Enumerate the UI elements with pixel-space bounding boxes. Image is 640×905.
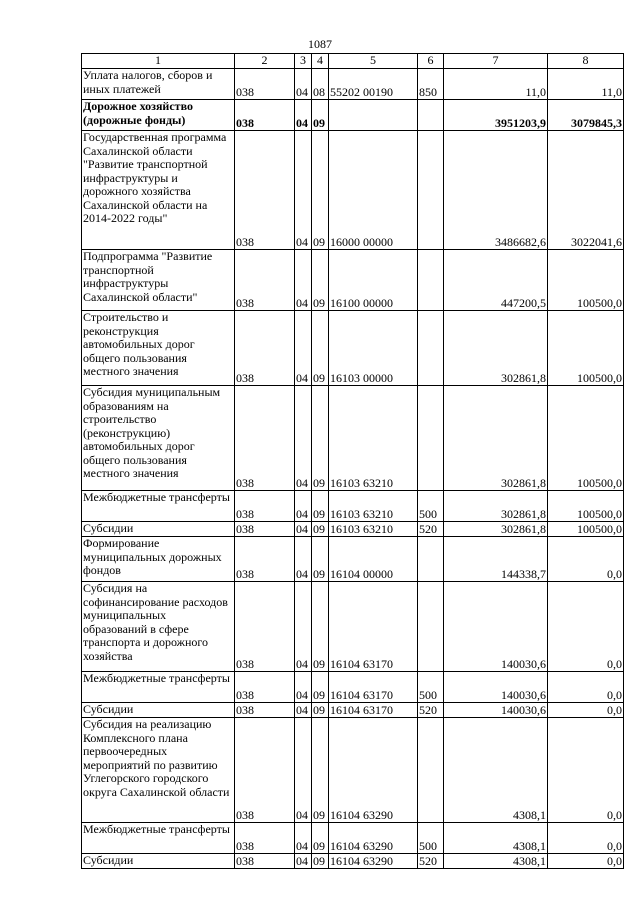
target-article-cell: 16104 63290 [329,823,418,854]
expense-type-cell: 520 [418,854,444,869]
amount-8-cell: 3022041,6 [548,131,624,250]
amount-7-cell: 302861,8 [444,491,548,522]
expense-type-cell: 500 [418,672,444,703]
row-name-cell: Межбюджетные трансферты [82,672,235,703]
expense-type-cell [418,386,444,491]
admin-code-cell: 038 [235,100,295,131]
amount-7-cell: 140030,6 [444,703,548,718]
target-article-cell: 16103 63210 [329,386,418,491]
table-row [82,522,624,537]
section-cell: 04 [295,100,312,131]
amount-7-cell: 4308,1 [444,718,548,823]
amount-8-cell: 0,0 [548,718,624,823]
amount-8-cell: 3079845,3 [548,100,624,131]
header-cell: 8 [548,54,624,69]
target-article-cell: 16104 63290 [329,854,418,869]
target-article-cell [329,100,418,131]
amount-8-cell: 11,0 [548,69,624,100]
row-name-cell: Подпрограмма "Развитие транспортной инфраструктуры Сахалинской области" [82,250,235,311]
target-article-cell: 16000 00000 [329,131,418,250]
amount-8-cell: 0,0 [548,582,624,672]
section-cell: 04 [295,703,312,718]
amount-8-cell: 0,0 [548,703,624,718]
expense-type-cell [418,131,444,250]
subsection-cell: 09 [312,823,329,854]
expense-type-cell [418,718,444,823]
row-name-cell: Государственная программа Сахалинской области "Развитие транспортной инфраструктуры и дорожного хозяйства Сахалинской области на 2014-2022 годы" [82,131,235,250]
subsection-cell: 09 [312,491,329,522]
amount-7-cell: 11,0 [444,69,548,100]
amount-7-cell: 302861,8 [444,386,548,491]
section-cell: 04 [295,131,312,250]
section-cell: 04 [295,582,312,672]
section-cell: 04 [295,250,312,311]
amount-7-cell: 3951203,9 [444,100,548,131]
amount-7-cell: 447200,5 [444,250,548,311]
table-row [82,250,624,311]
amount-8-cell: 100500,0 [548,491,624,522]
amount-8-cell: 0,0 [548,823,624,854]
table-row [82,311,624,386]
admin-code-cell: 038 [235,672,295,703]
amount-7-cell: 302861,8 [444,311,548,386]
table-row [82,69,624,100]
target-article-cell: 16104 63170 [329,703,418,718]
target-article-cell: 16100 00000 [329,250,418,311]
expense-type-cell: 500 [418,823,444,854]
section-cell: 04 [295,386,312,491]
header-row [82,54,624,69]
row-name-cell: Формирование муниципальных дорожных фондов [82,537,235,582]
table-row [82,491,624,522]
table-row [82,672,624,703]
row-name-cell: Субсидия на реализацию Комплексного плана первоочередных мероприятий по развитию Углегорского городского округа Сахалинской области [82,718,235,823]
target-article-cell: 16104 63170 [329,582,418,672]
target-article-cell: 16103 00000 [329,311,418,386]
section-cell: 04 [295,718,312,823]
expense-type-cell [418,582,444,672]
section-cell: 04 [295,854,312,869]
target-article-cell: 16103 63210 [329,491,418,522]
subsection-cell: 09 [312,131,329,250]
table-row [82,100,624,131]
row-name-cell: Межбюджетные трансферты [82,823,235,854]
row-name-cell: Субсидии [82,522,235,537]
admin-code-cell: 038 [235,386,295,491]
section-cell: 04 [295,491,312,522]
amount-8-cell: 0,0 [548,672,624,703]
expense-type-cell [418,311,444,386]
expense-type-cell [418,250,444,311]
amount-8-cell: 100500,0 [548,250,624,311]
expense-type-cell: 500 [418,491,444,522]
amount-7-cell: 140030,6 [444,582,548,672]
table-row [82,537,624,582]
admin-code-cell: 038 [235,250,295,311]
amount-7-cell: 4308,1 [444,854,548,869]
header-cell: 3 [295,54,312,69]
admin-code-cell: 038 [235,854,295,869]
amount-8-cell: 0,0 [548,537,624,582]
header-cell: 1 [82,54,235,69]
subsection-cell: 09 [312,672,329,703]
row-name-cell: Субсидии [82,703,235,718]
amount-7-cell: 302861,8 [444,522,548,537]
amount-8-cell: 100500,0 [548,311,624,386]
row-name-cell: Строительство и реконструкция автомобильных дорог общего пользования местного значения [82,311,235,386]
subsection-cell: 09 [312,537,329,582]
subsection-cell: 09 [312,718,329,823]
table-row [82,582,624,672]
admin-code-cell: 038 [235,537,295,582]
admin-code-cell: 038 [235,823,295,854]
expense-type-cell: 520 [418,703,444,718]
row-name-cell: Дорожное хозяйство (дорожные фонды) [82,100,235,131]
row-name-cell: Субсидия на софинансирование расходов муниципальных образований в сфере транспорта и дорожного хозяйства [82,582,235,672]
subsection-cell: 09 [312,386,329,491]
section-cell: 04 [295,672,312,703]
amount-7-cell: 144338,7 [444,537,548,582]
table-row [82,703,624,718]
table-row [82,386,624,491]
admin-code-cell: 038 [235,718,295,823]
table-row [82,823,624,854]
amount-8-cell: 100500,0 [548,522,624,537]
amount-7-cell: 3486682,6 [444,131,548,250]
admin-code-cell: 038 [235,582,295,672]
subsection-cell: 09 [312,522,329,537]
expense-type-cell: 520 [418,522,444,537]
admin-code-cell: 038 [235,703,295,718]
header-cell: 2 [235,54,295,69]
subsection-cell: 09 [312,100,329,131]
table-body [82,69,624,869]
expense-type-cell [418,537,444,582]
admin-code-cell: 038 [235,131,295,250]
section-cell: 04 [295,537,312,582]
table-row [82,854,624,869]
admin-code-cell: 038 [235,311,295,386]
subsection-cell: 09 [312,311,329,386]
row-name-cell: Субсидия муниципальным образованиям на строительство (реконструкцию) автомобильных дорог общего пользования местного значения [82,386,235,491]
row-name-cell: Уплата налогов, сборов и иных платежей [82,69,235,100]
admin-code-cell: 038 [235,69,295,100]
header-cell: 4 [312,54,329,69]
subsection-cell: 09 [312,582,329,672]
expense-type-cell: 850 [418,69,444,100]
target-article-cell: 16104 63290 [329,718,418,823]
subsection-cell: 09 [312,703,329,718]
header-cell: 6 [418,54,444,69]
section-cell: 04 [295,823,312,854]
subsection-cell: 08 [312,69,329,100]
section-cell: 04 [295,522,312,537]
row-name-cell: Межбюджетные трансферты [82,491,235,522]
amount-7-cell: 4308,1 [444,823,548,854]
page-number: 1087 [308,37,332,51]
budget-table [81,53,624,869]
target-article-cell: 16104 63170 [329,672,418,703]
amount-8-cell: 0,0 [548,854,624,869]
amount-8-cell: 100500,0 [548,386,624,491]
admin-code-cell: 038 [235,491,295,522]
amount-7-cell: 140030,6 [444,672,548,703]
admin-code-cell: 038 [235,522,295,537]
target-article-cell: 16103 63210 [329,522,418,537]
section-cell: 04 [295,69,312,100]
table-row [82,718,624,823]
target-article-cell: 55202 00190 [329,69,418,100]
table-row [82,131,624,250]
section-cell: 04 [295,311,312,386]
expense-type-cell [418,100,444,131]
subsection-cell: 09 [312,854,329,869]
target-article-cell: 16104 00000 [329,537,418,582]
header-cell: 7 [444,54,548,69]
header-cell: 5 [329,54,418,69]
subsection-cell: 09 [312,250,329,311]
row-name-cell: Субсидии [82,854,235,869]
